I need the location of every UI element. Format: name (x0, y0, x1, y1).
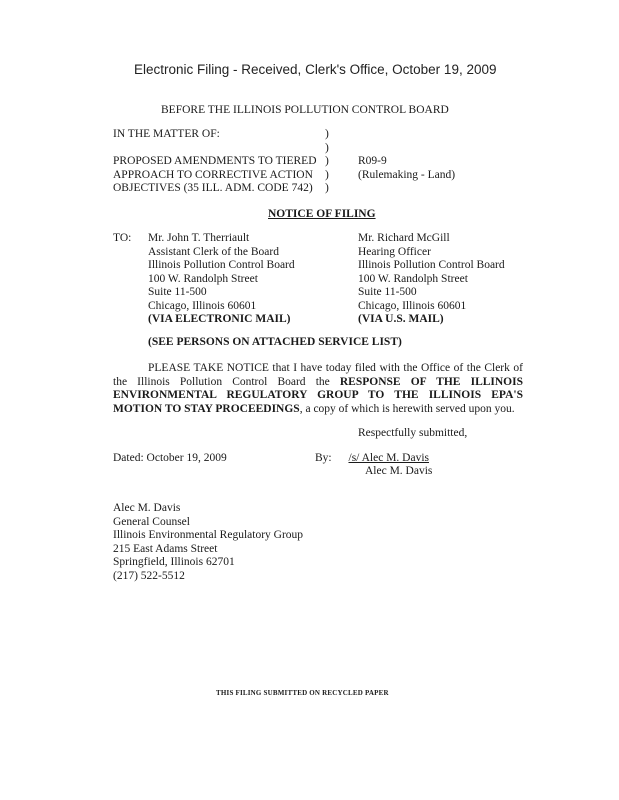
electronic-signature: /s/ Alec M. Davis (348, 452, 429, 464)
recipient-line: Mr. John T. Therriault (148, 232, 250, 244)
signer-name: Alec M. Davis (365, 465, 433, 477)
signature-by (315, 452, 437, 464)
case-title-line: OBJECTIVES (35 ILL. ADM. CODE 742) (113, 182, 313, 194)
closing: Respectfully submitted, (358, 427, 468, 439)
case-info (358, 155, 455, 182)
case-title-line: APPROACH TO CORRECTIVE ACTION (113, 168, 313, 181)
case-type: (Rulemaking - Land) (358, 168, 456, 181)
recipient-line: Illinois Pollution Control Board (148, 259, 295, 271)
by-label: By: (315, 452, 332, 464)
paren: ) (325, 141, 329, 154)
recipient-line: Illinois Pollution Control Board (358, 259, 505, 271)
paren: ) (325, 155, 329, 167)
recipient-line: 100 W. Randolph Street (358, 272, 468, 285)
case-title (113, 155, 317, 196)
case-title-line: PROPOSED AMENDMENTS TO TIERED (113, 155, 317, 167)
filing-stamp: Electronic Filing - Received, Clerk's Office, October 19, 2009 (134, 62, 497, 77)
dated: Dated: October 19, 2009 (113, 452, 227, 464)
body-intro: PLEASE TAKE NOTICE that I have today filed with the Office of the Clerk of the Illinois Pollution Control Board the (113, 362, 523, 388)
paren: ) (325, 128, 329, 140)
attorney-line: Illinois Environmental Regulatory Group (113, 529, 304, 541)
recipient-left (148, 232, 295, 327)
recipient-line: Chicago, Illinois 60601 (148, 299, 257, 312)
court-heading: BEFORE THE ILLINOIS POLLUTION CONTROL BOARD (161, 104, 449, 116)
recipient-line: Suite 11-500 (148, 286, 207, 298)
notice-title: NOTICE OF FILING (268, 208, 376, 220)
delivery-method: (VIA ELECTRONIC MAIL) (148, 313, 291, 325)
recipient-line: Suite 11-500 (358, 286, 417, 298)
recipient-line: Chicago, Illinois 60601 (358, 299, 467, 312)
attorney-line: Alec M. Davis (113, 502, 181, 514)
paren: ) (325, 182, 329, 194)
attorney-line: 215 East Adams Street (113, 542, 218, 555)
recycled-paper-footer: THIS FILING SUBMITTED ON RECYCLED PAPER (216, 689, 389, 697)
in-the-matter-label: IN THE MATTER OF: (113, 128, 220, 140)
caption-parentheses (325, 128, 329, 196)
body-document-title: RESPONSE OF THE ILLINOIS ENVIRONMENTAL REGULATORY GROUP TO THE ILLINOIS EPA'S MOTION TO STAY PROCEEDINGS (113, 375, 524, 415)
see-persons-note: (SEE PERSONS ON ATTACHED SERVICE LIST) (148, 336, 402, 348)
recipient-line: Mr. Richard McGill (358, 232, 450, 244)
notice-body (113, 362, 523, 416)
case-number: R09-9 (358, 155, 387, 167)
recipient-line: Hearing Officer (358, 245, 431, 258)
attorney-line: (217) 522-5512 (113, 569, 185, 582)
delivery-method: (VIA U.S. MAIL) (358, 313, 444, 325)
recipient-line: 100 W. Randolph Street (148, 272, 258, 285)
body-outro: , a copy of which is herewith served upon you. (299, 402, 515, 415)
paren: ) (325, 168, 329, 181)
recipient-right (358, 232, 505, 327)
attorney-block (113, 502, 303, 583)
recipient-line: Assistant Clerk of the Board (148, 245, 279, 258)
attorney-line: Springfield, Illinois 62701 (113, 556, 235, 568)
to-label: TO: (113, 232, 132, 244)
attorney-line: General Counsel (113, 515, 190, 528)
